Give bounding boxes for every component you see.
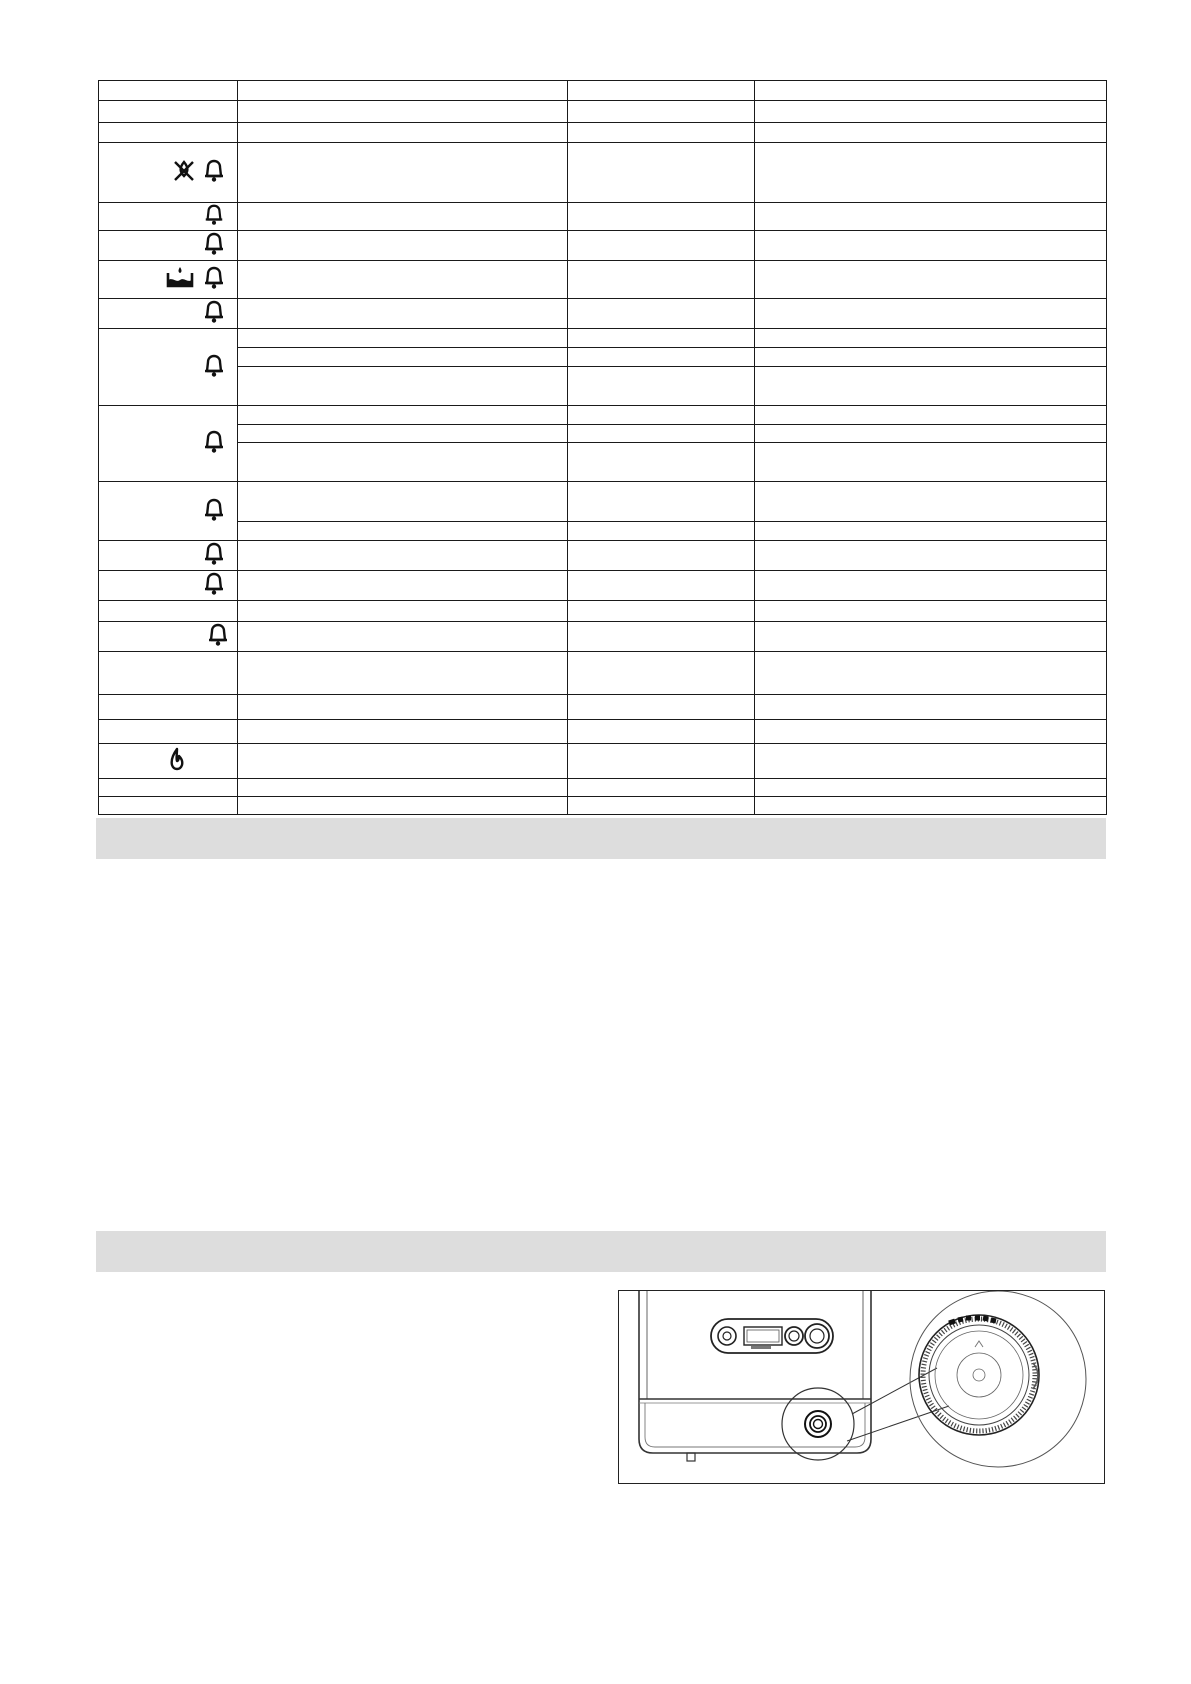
table-row: [99, 744, 1107, 779]
cause-cell: [568, 622, 755, 652]
table-row: [99, 299, 1107, 329]
table-row: [99, 695, 1107, 720]
cause-cell: [568, 720, 755, 744]
remedy-cell: [755, 695, 1107, 720]
description-cell: [238, 622, 568, 652]
remedy-cell: [755, 482, 1107, 522]
no-flame-icon: [173, 158, 195, 182]
remedy-cell: [755, 101, 1107, 123]
symbol-cell: [99, 779, 238, 797]
description-cell: [238, 367, 568, 406]
table-row: [99, 123, 1107, 143]
table-row: [99, 622, 1107, 652]
cause-cell: [568, 231, 755, 261]
magnified-dial-drawing: [910, 1291, 1086, 1467]
table-row: [99, 406, 1107, 425]
cause-cell: [568, 143, 755, 203]
symbol-cell: [99, 601, 238, 622]
table-row: [99, 81, 1107, 101]
section-heading-band: [96, 1231, 1106, 1272]
cause-cell: [568, 779, 755, 797]
remedy-cell: [755, 123, 1107, 143]
remedy-cell: [755, 299, 1107, 329]
cause-cell: [568, 101, 755, 123]
alarm-bell-icon: [203, 440, 225, 457]
remedy-cell: [755, 744, 1107, 779]
symbol-cell: [99, 406, 238, 482]
remedy-cell: [755, 601, 1107, 622]
cause-cell: [568, 367, 755, 406]
table-row: [99, 329, 1107, 348]
cause-cell: [568, 203, 755, 231]
description-cell: [238, 406, 568, 425]
description-cell: [238, 81, 568, 101]
remedy-cell: [755, 541, 1107, 571]
table-row: [99, 231, 1107, 261]
description-cell: [238, 299, 568, 329]
cause-cell: [568, 299, 755, 329]
cause-cell: [568, 81, 755, 101]
symbol-cell: [99, 622, 238, 652]
cause-cell: [568, 406, 755, 425]
description-cell: [238, 261, 568, 299]
cause-cell: [568, 522, 755, 541]
remedy-cell: [755, 720, 1107, 744]
symbol-cell: [99, 81, 238, 101]
remedy-cell: [755, 203, 1107, 231]
table-row: [99, 541, 1107, 571]
reset-knob-drawing: [782, 1368, 949, 1460]
symbol-cell: [99, 123, 238, 143]
symbol-cell: [99, 797, 238, 815]
remedy-cell: [755, 329, 1107, 348]
cause-cell: [568, 123, 755, 143]
symbol-cell: [99, 203, 238, 231]
remedy-cell: [755, 143, 1107, 203]
remedy-cell: [755, 797, 1107, 815]
symbol-cell: [99, 329, 238, 406]
description-cell: [238, 482, 568, 522]
description-cell: [238, 695, 568, 720]
alarm-bell-icon: [203, 158, 225, 182]
remedy-cell: [755, 571, 1107, 601]
table-row: [99, 797, 1107, 815]
remedy-cell: [755, 348, 1107, 367]
description-cell: [238, 779, 568, 797]
flame-icon: [169, 747, 185, 776]
table-row: [99, 571, 1107, 601]
boiler-front-drawing: [619, 1291, 1106, 1485]
cause-cell: [568, 329, 755, 348]
description-cell: [238, 601, 568, 622]
alarm-bell-icon: [203, 242, 225, 259]
cause-cell: [568, 541, 755, 571]
description-cell: [238, 329, 568, 348]
cause-cell: [568, 348, 755, 367]
remedy-cell: [755, 261, 1107, 299]
table-row: [99, 443, 1107, 482]
description-cell: [238, 541, 568, 571]
symbol-cell: [99, 541, 238, 571]
symbol-cell: [99, 482, 238, 541]
remedy-cell: [755, 652, 1107, 695]
description-cell: [238, 522, 568, 541]
alarm-bell-icon: [203, 508, 225, 525]
table-row: [99, 522, 1107, 541]
symbol-cell: [99, 720, 238, 744]
table-row: [99, 367, 1107, 406]
description-cell: [238, 203, 568, 231]
symbol-cell: [99, 261, 238, 299]
cause-cell: [568, 482, 755, 522]
symbol-cell: [99, 101, 238, 123]
description-cell: [238, 143, 568, 203]
cause-cell: [568, 695, 755, 720]
description-cell: [238, 797, 568, 815]
alarm-bell-icon: [207, 633, 229, 650]
table-row: [99, 779, 1107, 797]
cause-cell: [568, 797, 755, 815]
description-cell: [238, 348, 568, 367]
symbol-cell: [99, 299, 238, 329]
description-cell: [238, 231, 568, 261]
table-row: [99, 143, 1107, 203]
remedy-cell: [755, 425, 1107, 443]
remedy-cell: [755, 367, 1107, 406]
description-cell: [238, 571, 568, 601]
remedy-cell: [755, 81, 1107, 101]
symbol-cell: [99, 695, 238, 720]
table-row: [99, 720, 1107, 744]
low-water-pressure-icon: [165, 265, 195, 289]
alarm-bell-icon: [203, 265, 225, 289]
alarm-bell-icon: [203, 582, 225, 599]
description-cell: [238, 720, 568, 744]
description-cell: [238, 744, 568, 779]
table-row: [99, 203, 1107, 231]
symbol-cell: [99, 231, 238, 261]
table-row: [99, 652, 1107, 695]
symbol-cell: [99, 143, 238, 203]
cause-cell: [568, 425, 755, 443]
fault-code-table: [98, 80, 1107, 815]
section-heading-band: [96, 818, 1106, 859]
table-row: [99, 101, 1107, 123]
remedy-cell: [755, 231, 1107, 261]
description-cell: [238, 101, 568, 123]
remedy-cell: [755, 406, 1107, 425]
table-row: [99, 261, 1107, 299]
table-row: [99, 601, 1107, 622]
cause-cell: [568, 744, 755, 779]
description-cell: [238, 123, 568, 143]
cause-cell: [568, 652, 755, 695]
boiler-illustration: [618, 1290, 1105, 1484]
cause-cell: [568, 571, 755, 601]
table-row: [99, 425, 1107, 443]
symbol-cell: [99, 571, 238, 601]
control-panel-drawing: [711, 1319, 833, 1353]
description-cell: [238, 425, 568, 443]
table-row: [99, 348, 1107, 367]
alarm-bell-icon: [203, 364, 225, 381]
alarm-bell-icon: [203, 310, 225, 327]
cause-cell: [568, 601, 755, 622]
remedy-cell: [755, 779, 1107, 797]
symbol-cell: [99, 744, 238, 779]
description-cell: [238, 652, 568, 695]
cause-cell: [568, 443, 755, 482]
alarm-bell-icon: [203, 212, 225, 229]
symbol-cell: [99, 652, 238, 695]
description-cell: [238, 443, 568, 482]
remedy-cell: [755, 443, 1107, 482]
cause-cell: [568, 261, 755, 299]
alarm-bell-icon: [203, 552, 225, 569]
table-row: [99, 482, 1107, 522]
remedy-cell: [755, 622, 1107, 652]
remedy-cell: [755, 522, 1107, 541]
